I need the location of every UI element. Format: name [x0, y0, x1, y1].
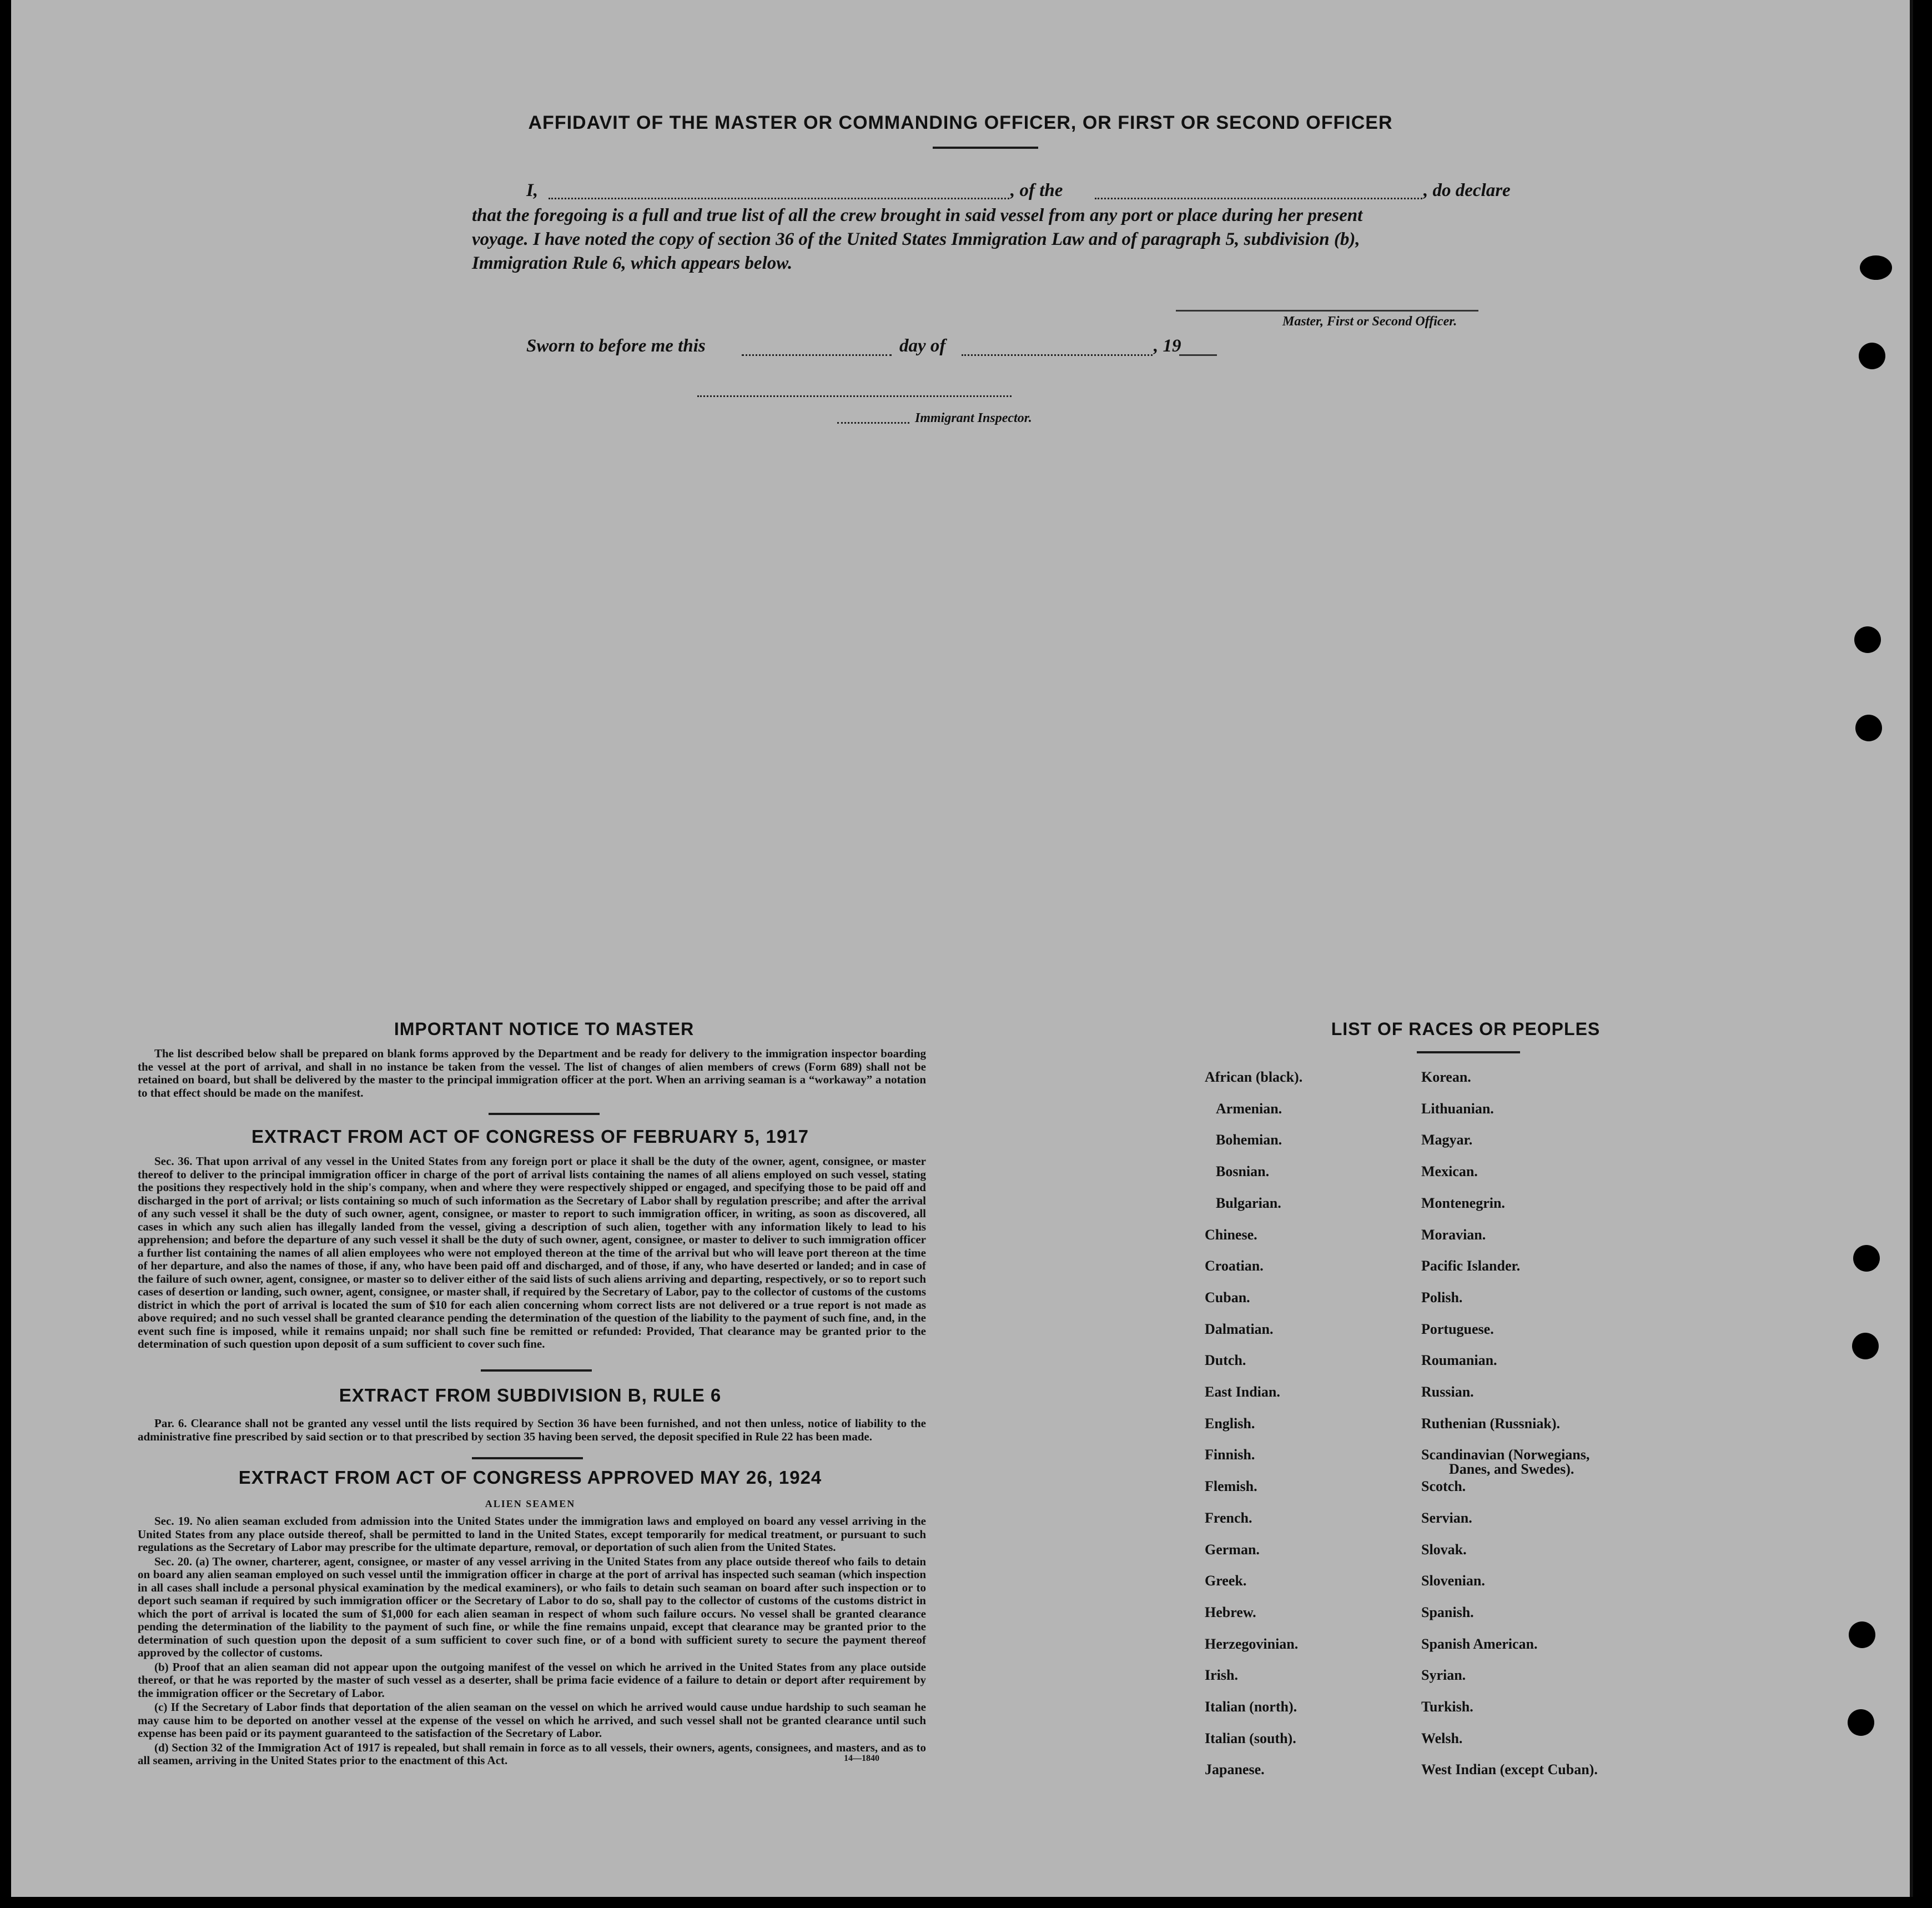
race-item: Syrian. [1421, 1667, 1466, 1684]
race-item-continuation: Danes, and Swedes). [1449, 1461, 1574, 1478]
races-title: LIST OF RACES OR PEOPLES [1331, 1019, 1601, 1039]
rule6-title: EXTRACT FROM SUBDIVISION B, RULE 6 [339, 1385, 722, 1405]
name-blank [549, 198, 1009, 199]
race-item: Polish. [1421, 1289, 1463, 1306]
races-left-column [1205, 1069, 1416, 1785]
race-item: French. [1205, 1509, 1252, 1526]
race-item: Slovak. [1421, 1541, 1467, 1558]
extract-1924-title: EXTRACT FROM ACT OF CONGRESS APPROVED MAY 26, 1924 [238, 1467, 822, 1488]
race-item: Ruthenian (Russniak). [1421, 1415, 1560, 1432]
race-item: Welsh. [1421, 1730, 1463, 1746]
extract-1924-text [138, 1515, 926, 1769]
notice-paragraph: The list described below shall be prepared on blank forms approved by the Department and be ready for delivery to the immigration inspector boarding the vessel at the port of arrival, and shall in no instance be taken from the vessel. The list of changes of alien members of crews (Form 689) shall not be retained on board, but shall be delivered by the master to the principal immigration officer at the port. When an arriving seaman is a “workaway” a notation to that effect should be made on the manifest. [138, 1047, 926, 1099]
sworn-text: Sworn to before me this [526, 336, 706, 356]
race-item: Scandinavian (Norwegians, [1421, 1447, 1590, 1463]
affidavit-i: I, [526, 180, 539, 200]
race-item: Spanish American. [1421, 1635, 1538, 1652]
par-6-paragraph: Par. 6. Clearance shall not be granted any vessel until the lists required by Section 36 have been furnished, and not then unless, notice of liability to the administrative fine prescribed by said section or to that prescribed by section 35 having been served, the deposit specified in Rule 22 has been made. [138, 1417, 926, 1443]
alien-seamen-subtitle: ALIEN SEAMEN [485, 1498, 576, 1509]
day-blank [742, 354, 892, 356]
sec-36-paragraph: Sec. 36. That upon arrival of any vessel in the United States from any foreign port or place it shall be the duty of the owner, agent, consignee, or master thereof to deliver to the principal immigration officer in charge of the port of arrival lists containing the names of all aliens employed on such vessel, stating the positions they respectively hold in the ship's company, when and where they were respectively shipped or engaged, and specifying those to be paid off and discharged in the port of arrival; or lists containing so much of such information as the Secretary of Labor shall by regulation prescribe; and after the arrival of any such vessel it shall be the duty of such owner, agent, consignee, or master to report to such immigration officer, in writing, as soon as discovered, all cases in which any such alien has illegally landed from the vessel, giving a description of such alien, together with any information likely to lead to his apprehension; and before the departure of any such vessel it shall be the duty of such owner, agent, consignee, or master to deliver to such immigration officer a further list containing the names of all alien employees who were not employed thereon at the time of the arrival but who will leave port thereon at the time of her departure, and also the names of those, if any, who have been paid off and discharged, and of those, if any, who have deserted or landed; and in case of the failure of such owner, agent, consignee, or master so to deliver either of the said lists of such aliens arriving and departing, respectively, or so to report such cases of desertion or landing, such owner, agent, consignee, or master shall, if required by the Secretary of Labor, pay to the collector of customs of the customs district in which the port of arrival is located the sum of $10 for each alien concerning whom correct lists are not delivered or a true report is not made as above required; and no such vessel shall be granted clearance pending the determination of the question of the liability to the payment of such fine, and, in the event such fine is imposed, while it remains unpaid; nor shall such fine be remitted or refunded: Provided, That clearance may be granted prior to the determination of such question upon deposit of a sum sufficient to cover such fine. [138, 1154, 926, 1350]
race-item: Magyar. [1421, 1132, 1473, 1148]
race-item: Irish. [1205, 1667, 1238, 1684]
races-right-column [1421, 1069, 1666, 1785]
notice-title: IMPORTANT NOTICE TO MASTER [394, 1019, 695, 1039]
race-item: Italian (north). [1205, 1699, 1297, 1715]
master-signature-label: Master, First or Second Officer. [1282, 314, 1457, 329]
affidavit-line2: that the foregoing is a full and true list of all the crew brought in said vessel from any port or place during her present [472, 205, 1363, 225]
punch-hole [1853, 1245, 1880, 1272]
extract-1917-text [138, 1155, 926, 1352]
year-blank [1179, 354, 1217, 356]
rule6-text [138, 1417, 926, 1444]
race-item: Greek. [1205, 1573, 1247, 1589]
race-item: East Indian. [1205, 1384, 1280, 1400]
affidavit-of-the: , of the [1010, 180, 1063, 200]
race-item: Herzegovinian. [1205, 1635, 1299, 1652]
race-item: Mexican. [1421, 1163, 1478, 1180]
race-item: Flemish. [1205, 1478, 1257, 1495]
race-item: English. [1205, 1415, 1255, 1432]
affidavit-line3: voyage. I have noted the copy of section 36 of the United States Immigration Law and of paragraph 5, subdivision (b), [472, 229, 1360, 249]
race-item: Turkish. [1421, 1699, 1473, 1715]
race-item: Slovenian. [1421, 1573, 1485, 1589]
month-blank [962, 354, 1153, 356]
rule-2 [481, 1369, 592, 1372]
race-item: Cuban. [1205, 1289, 1250, 1306]
race-item: Moravian. [1421, 1226, 1486, 1243]
punch-hole [1854, 626, 1881, 653]
sec-20d-paragraph: (d) Section 32 of the Immigration Act of 1917 is repealed, but shall remain in force as to all vessels, their owners, agents, consignees, and masters, and as to all seamen, arriving in the United States prior to the enactment of this Act. [138, 1740, 926, 1767]
punch-hole [1859, 343, 1885, 369]
race-item: German. [1205, 1541, 1260, 1558]
race-item: African (black). [1205, 1069, 1303, 1085]
race-item: Bohemian. [1216, 1132, 1282, 1148]
master-signature-line [1176, 310, 1478, 312]
sec-20a-paragraph: Sec. 20. (a) The owner, charterer, agent, consignee, or master of any vessel arriving in the United States from any place outside thereof who fails to detain on board any alien seaman employed on such vessel until the immigration officer in charge at the port of arrival has inspected such seaman (which inspection in all cases shall include a personal physical examination by the medical examiners), or who fails to detain such seaman on board after such inspection or to deport such seaman if required by such immigration officer or the Secretary of Labor to do so, shall pay to the collector of customs of the customs district in which the port of arrival is located the sum of $1,000 for each alien seaman in respect of whom such failure occurs. No vessel shall be granted clearance pending the determination of the liability to the payment of such fine, or while the fine remains unpaid, except that clearance may be granted prior to the determination of such question upon the deposit of a sum sufficient to cover such fine, or of a bond with sufficient surety to secure the payment thereof approved by the collector of customs. [138, 1554, 926, 1659]
race-item: Roumanian. [1421, 1352, 1497, 1369]
affidavit-title: AFFIDAVIT OF THE MASTER OR COMMANDING OFFICER, OR FIRST OR SECOND OFFICER [528, 112, 1393, 133]
affidavit-do-declare: , do declare [1423, 180, 1511, 200]
race-item: Chinese. [1205, 1226, 1257, 1243]
race-item: Lithuanian. [1421, 1100, 1494, 1117]
punch-hole [1848, 1709, 1874, 1736]
race-item: Hebrew. [1205, 1604, 1256, 1620]
inspector-label: Immigrant Inspector. [915, 411, 1032, 425]
race-item: Portuguese. [1421, 1320, 1494, 1337]
race-item: Finnish. [1205, 1447, 1255, 1463]
sec-20c-paragraph: (c) If the Secretary of Labor finds that deportation of the alien seaman on the vessel on which he arrived would cause undue hardship to such seaman he may cause him to be deported on another vessel at the expense of the vessel on which he arrived, and such vessel shall not be granted clearance until such expense has been paid or its payment guaranteed to the satisfaction of the Secretary of Labor. [138, 1700, 926, 1740]
race-item: Croatian. [1205, 1258, 1264, 1274]
race-item: Korean. [1421, 1069, 1471, 1085]
inspector-signature-line [697, 395, 1012, 397]
race-item: Scotch. [1421, 1478, 1466, 1495]
rule-3 [472, 1457, 583, 1459]
affidavit-line4: Immigration Rule 6, which appears below. [472, 253, 793, 273]
race-item: Pacific Islander. [1421, 1258, 1521, 1274]
race-item: Armenian. [1216, 1100, 1282, 1117]
punch-hole [1849, 1621, 1875, 1648]
extract-1917-title: EXTRACT FROM ACT OF CONGRESS OF FEBRUARY 5, 1917 [251, 1126, 809, 1147]
title-rule [933, 147, 1038, 149]
race-item: Servian. [1421, 1509, 1472, 1526]
punch-hole [1855, 715, 1882, 741]
races-rule [1417, 1051, 1520, 1053]
race-item: Bulgarian. [1216, 1194, 1281, 1211]
form-number: 14—1840 [844, 1754, 879, 1763]
inspector-short-line [837, 422, 909, 424]
race-item: Japanese. [1205, 1761, 1265, 1778]
race-item: Dalmatian. [1205, 1320, 1274, 1337]
punch-hole [1860, 255, 1892, 280]
notice-text [138, 1047, 926, 1101]
race-item: Russian. [1421, 1384, 1474, 1400]
punch-hole [1852, 1333, 1879, 1359]
race-item: Bosnian. [1216, 1163, 1270, 1180]
race-item: Montenegrin. [1421, 1194, 1505, 1211]
year-prefix: , 19 [1154, 336, 1181, 356]
sec-19-paragraph: Sec. 19. No alien seaman excluded from admission into the United States under the immigration laws and employed on board any vessel arriving in the United States from any place outside thereof, shall be permitted to land in the United States, except temporarily for medical treatment, or pursuant to such regulations as the Secretary of Labor may prescribe for the ultimate departure, removal, or deportation of such alien from the United States. [138, 1514, 926, 1554]
race-item: Spanish. [1421, 1604, 1474, 1620]
vessel-blank [1095, 198, 1422, 199]
race-item: Dutch. [1205, 1352, 1246, 1369]
document-page [11, 0, 1913, 1897]
day-of-text: day of [899, 336, 946, 356]
race-item: Italian (south). [1205, 1730, 1296, 1746]
sec-20b-paragraph: (b) Proof that an alien seaman did not appear upon the outgoing manifest of the vessel on which he arrived in the United States from any place outside thereof, or that he was reported by the master of such vessel as a deserter, shall be prima facie evidence of a failure to detain or deport after requirement by the immigration officer or the Secretary of Labor. [138, 1660, 926, 1700]
race-item: West Indian (except Cuban). [1421, 1761, 1598, 1778]
rule-1 [489, 1113, 600, 1115]
